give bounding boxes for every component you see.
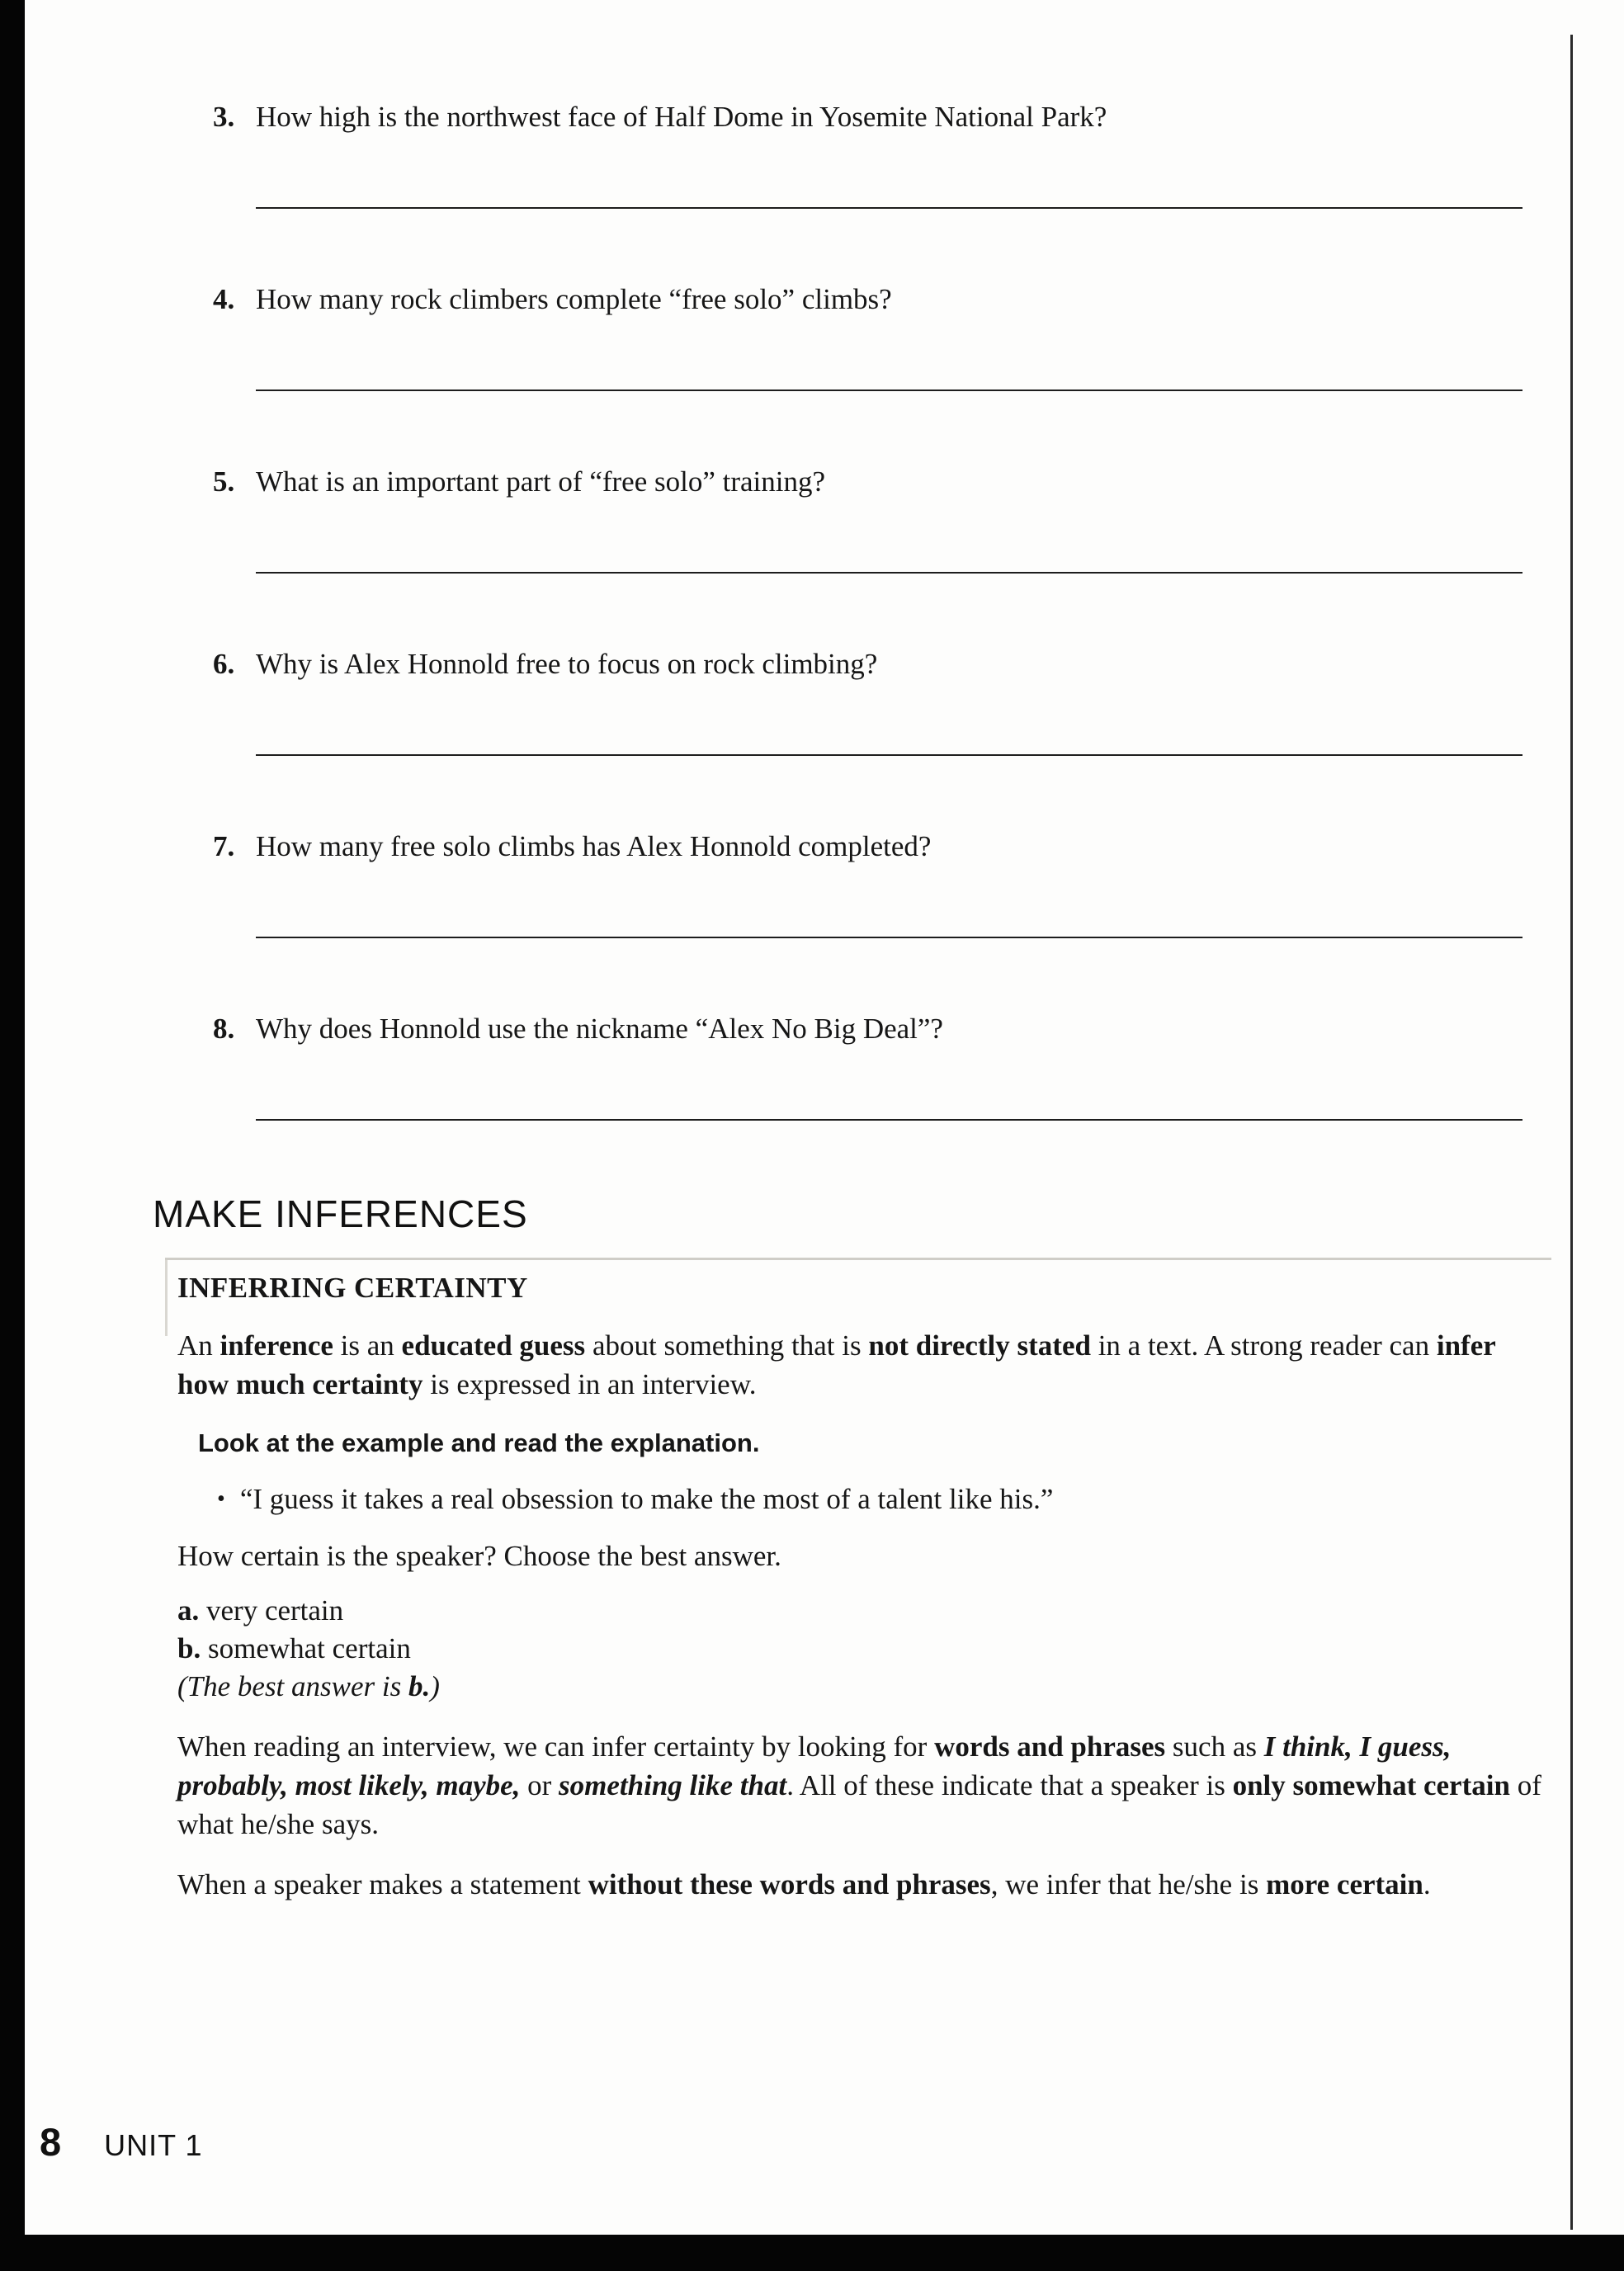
question-text: What is an important part of “free solo” training? (256, 465, 826, 498)
question-6 (213, 644, 1624, 756)
example-instruction: Look at the example and read the explanation. (198, 1428, 760, 1457)
certainty-words-paragraph: When reading an interview, we can infer certainty by looking for words and phrases such as I think, I guess, probably, most likely, maybe, or something like that. All of these indicate that a speaker is only somewhat certain of what he/she says. (177, 1730, 1541, 1840)
answer-blank-line (256, 1119, 1522, 1121)
example-quote (217, 1480, 1551, 1518)
question-row (213, 462, 1624, 501)
certainty-question: How certain is the speaker? Choose the best answer. (177, 1540, 781, 1572)
question-row (213, 644, 1624, 683)
question-text: Why is Alex Honnold free to focus on rock climbing? (256, 648, 878, 680)
section-heading-make-inferences: MAKE INFERENCES (153, 1192, 528, 1235)
question-number: 4. (213, 283, 235, 315)
question-5 (213, 462, 1624, 574)
question-4 (213, 280, 1624, 391)
box-title: INFERRING CERTAINTY (177, 1272, 528, 1304)
page-number: 8 (40, 2120, 62, 2164)
question-8 (213, 1009, 1624, 1121)
question-3 (213, 97, 1624, 209)
bullet-icon: • (217, 1486, 225, 1512)
unit-label: UNIT 1 (104, 2128, 203, 2162)
scan-artifact-bottom (0, 2235, 1624, 2271)
question-text: How many rock climbers complete “free solo” climbs? (256, 283, 892, 315)
answer-options (177, 1592, 1551, 1706)
question-number: 8. (213, 1013, 235, 1045)
option-b: b. somewhat certain (177, 1632, 411, 1664)
question-row (213, 97, 1624, 136)
comprehension-questions (0, 0, 1624, 1121)
answer-blank-line (256, 754, 1522, 756)
answer-note: (The best answer is b.) (177, 1670, 440, 1702)
example-quote-text: “I guess it takes a real obsession to make the most of a talent like his.” (239, 1483, 1054, 1515)
question-text: Why does Honnold use the nickname “Alex No Big Deal”? (256, 1013, 943, 1045)
inference-definition-paragraph: An inference is an educated guess about something that is not directly stated in a text. A strong reader can infer how much certainty is expressed in an interview. (177, 1329, 1496, 1400)
question-number: 7. (213, 830, 235, 862)
page-footer (40, 2119, 203, 2165)
answer-blank-line (256, 207, 1522, 209)
question-row (213, 280, 1624, 319)
inferring-certainty-box (165, 1258, 1551, 1933)
question-number: 6. (213, 648, 235, 680)
more-certain-paragraph: When a speaker makes a statement without these words and phrases, we infer that he/she is more certain. (177, 1868, 1431, 1900)
answer-blank-line (256, 390, 1522, 391)
question-row (213, 827, 1624, 866)
answer-blank-line (256, 572, 1522, 574)
question-text: How high is the northwest face of Half Dome in Yosemite National Park? (256, 101, 1107, 133)
question-text: How many free solo climbs has Alex Honnold completed? (256, 830, 932, 862)
question-number: 5. (213, 465, 235, 498)
question-row (213, 1009, 1624, 1048)
question-7 (213, 827, 1624, 938)
option-a: a. very certain (177, 1594, 344, 1627)
answer-blank-line (256, 937, 1522, 938)
question-number: 3. (213, 101, 235, 133)
